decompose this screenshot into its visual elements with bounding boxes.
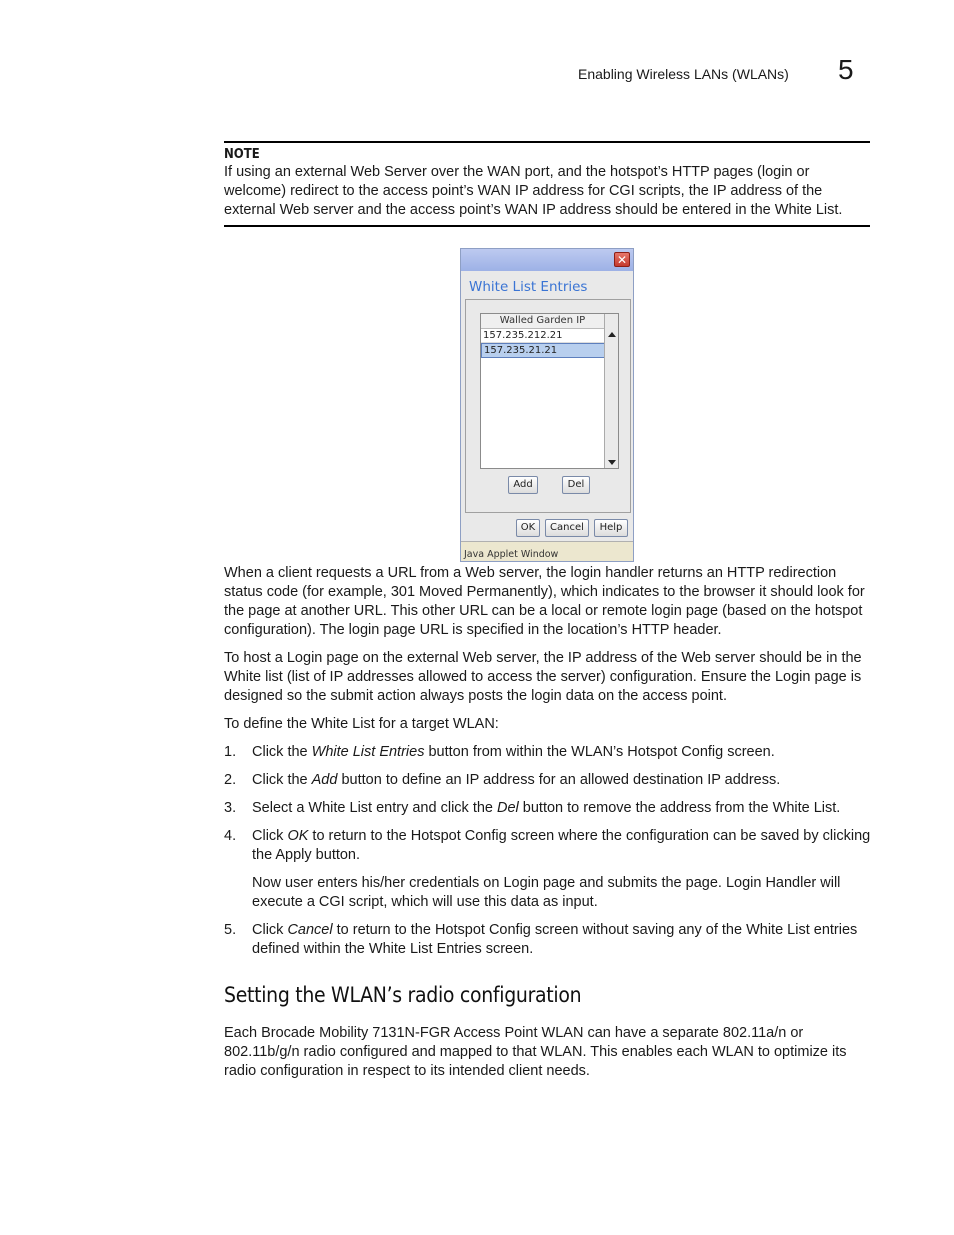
step-text: Click the [252, 744, 312, 760]
step-emphasis: Cancel [287, 922, 333, 938]
scroll-down-arrow-icon[interactable] [608, 460, 616, 465]
dialog-titlebar [461, 249, 633, 271]
steps-list [224, 743, 872, 959]
step-emphasis: Del [497, 800, 519, 816]
table-row-selected[interactable]: 157.235.21.21 [481, 343, 606, 358]
step-number: 2. [224, 772, 237, 788]
step-number: 4. [224, 828, 237, 844]
paragraph-define-intro: To define the White List for a target WLAN: [224, 716, 499, 732]
step-text: Click [252, 828, 288, 844]
paragraph-login-page: To host a Login page on the external Web server, the IP address of the Web server should be in the White list (list of IP addresses allowed to access the server) configuration. Ensure the Login page is designed so the submit action always posts the login data on the access point. [224, 650, 862, 704]
white-list-dialog [460, 248, 634, 562]
paragraph-radio-config: Each Brocade Mobility 7131N-FGR Access Point WLAN can have a separate 802.11a/n or 802.11b/g/n radio configured and mapped to that WLAN. This enables each WLAN to optimize its radio configuration in respect to its intended client needs. [224, 1025, 847, 1079]
step-text: to return to the Hotspot Config screen where the configuration can be saved by clicking the Apply button. [252, 828, 871, 863]
step-item [224, 827, 872, 912]
step-item [224, 743, 872, 762]
note-label: NOTE [224, 147, 260, 162]
table-row[interactable]: 157.235.212.21 [481, 329, 604, 343]
step-number: 1. [224, 744, 237, 760]
step-text: Select a White List entry and click the [252, 800, 497, 816]
del-button[interactable]: Del [562, 476, 590, 494]
step-emphasis: Add [311, 772, 338, 788]
table-scrollbar[interactable] [604, 314, 618, 468]
applet-status-bar: Java Applet Window [461, 541, 633, 561]
help-button[interactable]: Help [594, 519, 628, 537]
step-item [224, 921, 872, 959]
step-item [224, 799, 872, 818]
step-text: button to define an IP address for an allowed destination IP address. [337, 772, 781, 788]
walled-garden-table [480, 313, 619, 469]
chapter-number: 5 [838, 54, 854, 85]
section-body [224, 1024, 872, 1081]
step-item [224, 771, 872, 790]
ok-button[interactable]: OK [516, 519, 540, 537]
table-column-header[interactable]: Walled Garden IP [481, 314, 604, 329]
dialog-heading: White List Entries [469, 279, 588, 295]
step-text: button from within the WLAN’s Hotspot Config screen. [424, 744, 775, 760]
note-text: If using an external Web Server over the WAN port, and the hotspot’s HTTP pages (login or welcome) redirect to the access point’s WAN IP address for CGI scripts, the IP address of the external Web server and the access point’s WAN IP address should be entered in the White List. [224, 164, 843, 218]
close-icon[interactable]: ✕ [614, 252, 630, 267]
step-emphasis: OK [287, 828, 309, 844]
step-emphasis: White List Entries [311, 744, 425, 760]
step-text: button to remove the address from the White List. [518, 800, 841, 816]
section-heading: Setting the WLAN’s radio configuration [224, 983, 582, 1007]
step-text: Click [252, 922, 288, 938]
step-number: 3. [224, 800, 237, 816]
scroll-up-arrow-icon[interactable] [608, 332, 616, 337]
note-box [224, 141, 870, 227]
chapter-title: Enabling Wireless LANs (WLANs) [578, 66, 789, 82]
step-text: to return to the Hotspot Config screen without saving any of the White List entries defined within the White List Entries screen. [252, 922, 858, 957]
paragraph-redirection: When a client requests a URL from a Web server, the login handler returns an HTTP redirection status code (for example, 301 Moved Permanently), which indicates to the browser it should look for the page at another URL. This other URL can be a local or remote login page (based on the hotspot configuration). The login page URL is specified in the location’s HTTP header. [224, 565, 865, 638]
step-number: 5. [224, 922, 237, 938]
step-text: Click the [252, 772, 312, 788]
body-text [224, 564, 872, 968]
step-note: Now user enters his/her credentials on Login page and submits the page. Login Handler will execute a CGI script, which will use this data as input. [252, 875, 841, 910]
dialog-panel [465, 299, 631, 513]
add-button[interactable]: Add [508, 476, 538, 494]
cancel-button[interactable]: Cancel [545, 519, 589, 537]
